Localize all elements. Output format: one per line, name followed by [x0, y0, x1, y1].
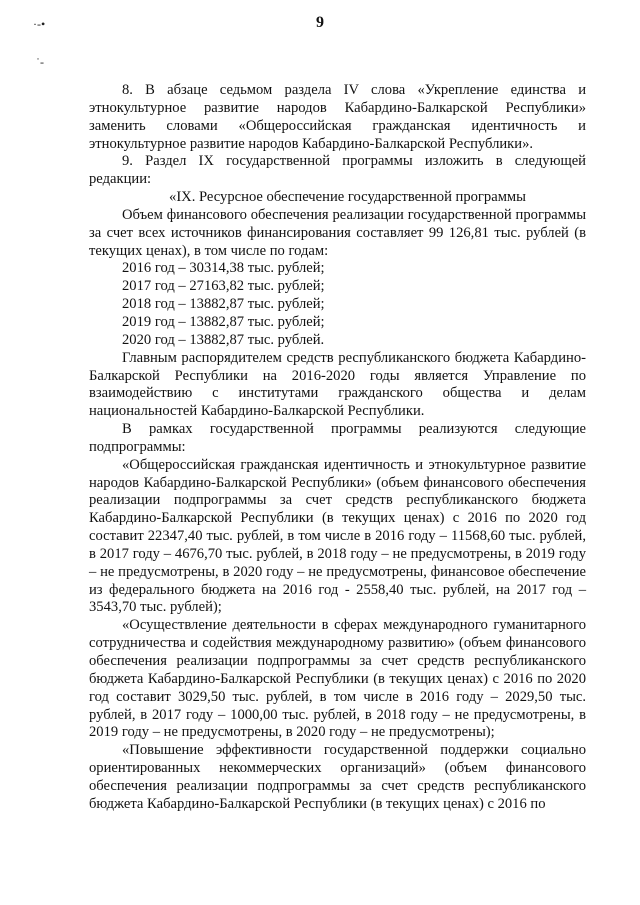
- year-funding-line: 2018 год – 13882,87 тыс. рублей;: [122, 296, 325, 313]
- document-body: [89, 82, 586, 814]
- year-funding-line: 2016 год – 30314,38 тыс. рублей;: [122, 260, 325, 277]
- scan-artifact-mark: ·-•: [33, 17, 46, 31]
- page-number: 9: [316, 14, 324, 31]
- year-funding-line: 2017 год – 27163,82 тыс. рублей;: [122, 278, 325, 295]
- paragraph-item-8: 8. В абзаце седьмом раздела IV слова «Укрепление единства и этнокультурное развитие народов Кабардино-Балкарской Республики» заменить словами «Общероссийская гражданская идентичность и этнокультурное развитие народов Кабардино-Балкарской Республики».: [89, 82, 586, 152]
- paragraph-subprogram-2: «Осуществление деятельности в сферах международного гуманитарного сотрудничества и содействия международному развитию» (объем финансового обеспечения реализации подпрограммы за счет средств республиканского бюджета Кабардино-Балкарской Республики (в текущих ценах) с 2016 по 2020 год составит 3029,50 тыс. рублей, в том числе в 2016 году – 2029,50 тыс. рублей, в 2017 году – 1000,00 тыс. рублей, в 2018 году – не предусмотрены, в 2019 году – не предусмотрены, в 2020 году – не предусмотрены);: [89, 617, 586, 741]
- paragraph-funding-volume: Объем финансового обеспечения реализации государственной программы за счет всех источников финансирования составляет 99 126,81 тыс. рублей (в текущих ценах), в том числе по годам:: [89, 206, 586, 259]
- scan-artifact-mark: ˙-: [36, 55, 44, 69]
- paragraph-subprogram-1: «Общероссийская гражданская идентичность и этнокультурное развитие народов Кабардино-Балкарской Республики» (объем финансового обеспечения реализации подпрограммы за счет средств республиканского бюджета Кабардино-Балкарской Республики (в текущих ценах) с 2016 по 2020 год составит 22347,40 тыс. рублей, в том числе в 2016 году – 11568,60 тыс. рублей, в 2017 году – 4676,70 тыс. рублей, в 2018 году – не предусмотрены, в 2019 году – не предусмотрены, в 2020 году – не предусмотрены, финансовое обеспечение из федерального бюджета на 2016 год - 2558,40 тыс. рублей, на 2017 год – 3543,70 тыс. рублей);: [89, 456, 586, 616]
- paragraph-item-9: 9. Раздел IX государственной программы изложить в следующей редакции:: [89, 153, 586, 188]
- section-heading: «IX. Ресурсное обеспечение государственной программы: [169, 189, 526, 206]
- paragraph-subprograms-intro: В рамках государственной программы реализуются следующие подпрограммы:: [89, 421, 586, 455]
- paragraph-main-manager: Главным распорядителем средств республиканского бюджета Кабардино-Балкарской Республики на 2016-2020 годы является Управление по взаимодействию с институтами гражданского общества и делам национальностей Кабардино-Балкарской Республики.: [89, 349, 586, 420]
- year-funding-line: 2019 год – 13882,87 тыс. рублей;: [122, 313, 325, 330]
- paragraph-subprogram-3: «Повышение эффективности государственной поддержки социально ориентированных некоммерческих организаций» (объем финансового обеспечения реализации подпрограммы за счет средств республиканского бюджета Кабардино-Балкарской Республики (в текущих ценах) с 2016 по: [89, 742, 586, 812]
- year-funding-line: 2020 год – 13882,87 тыс. рублей.: [122, 331, 325, 348]
